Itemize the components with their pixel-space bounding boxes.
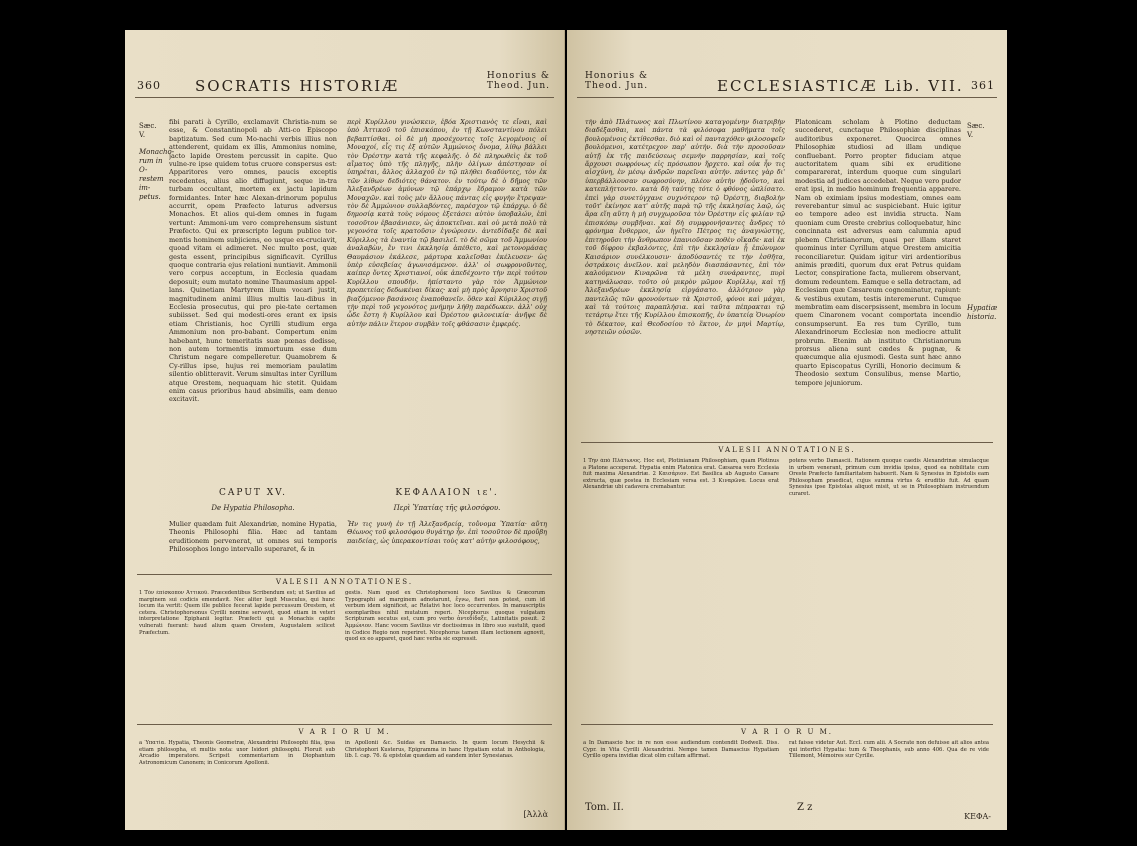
variorum-rule — [581, 724, 993, 725]
greek-body: τὴν ἀπὸ Πλάτωνος καὶ Πλωτίνου καταγομένην διατριβὴν διαδέξασθαι, καὶ πάντα τὰ φιλόσοφα μαθήματα τοῖς βουλομένοις ἐκτίθεσθαι. διὸ καὶ οἱ πανταχόθεν φιλοσοφεῖν βουλόμενοι, κατέτρεχον παρ' αὐτήν. διὰ τὴν προσοῦσαν αὐτῇ ἐκ τῆς παιδεύσεως σεμνὴν παρρησίαν, καὶ τοῖς ἄρχουσι σωφρόνως εἰς πρόσωπον ἤρχετο. καὶ οὐκ ἦν τις αἰσχύνη, ἐν μέσῳ ἀνδρῶν παρεῖναι αὐτήν. πάντες γὰρ δι' ὑπερβάλλουσαν σωφροσύνην, πλέον αὐτὴν ᾐδοῦντο, καὶ κατεπλήττοντο. κατὰ δὴ ταύτης τότε ὁ φθόνος ὡπλίσατο. ἐπεὶ γὰρ συνετύγχανε συχνότερον τῷ Ὀρέστῃ, διαβολὴν τοῦτ' ἐκίνησε κατ' αὐτῆς παρὰ τῷ τῆς ἐκκλησίας λαῷ, ὡς ἄρα εἴη αὕτη ἡ μὴ συγχωροῦσα τὸν Ὀρέστην εἰς φιλίαν τῷ ἐπισκόπῳ συμβῆναι. καὶ δὴ συμφρονήσαντες ἄνδρες τὸ φρόνημα ἔνθερμοι, ὧν ἡγεῖτο Πέτρος τις ἀναγνώστης, ἐπιτηροῦσι τὴν ἄνθρωπον ἐπανιοῦσαν ποθὲν οἴκαδε· καὶ ἐκ τοῦ δίφρου ἐκβαλόντες, ἐπὶ τὴν ἐκκλησίαν ᾗ ἐπώνυμον Καισάριον συνέλκουσιν· ἀποδύσαντές τε τὴν ἐσθῆτα, ὀστράκοις ἀνεῖλον. καὶ μεληδὸν διασπάσαντες, ἐπὶ τὸν καλούμενον Κιναρῶνα τὰ μέλη συνάραντες, πυρὶ κατηνάλωσαν. τοῦτο οὐ μικρὸν μῶμον Κυρίλλῳ, καὶ τῇ Ἀλεξανδρέων ἐκκλησίᾳ εἰργάσατο. ἀλλότριον γὰρ παντελῶς τῶν φρονούντων τὰ Χριστοῦ, φόνοι καὶ μάχαι, καὶ τὰ τούτοις παραπλήσια. καὶ ταῦτα πέπρακται τῷ τετάρτῳ ἔτει τῆς Κυρίλλου ἐπισκοπῆς, ἐν ὑπατείᾳ Ὁνωρίου τὸ δέκατον, καὶ Θεοδοσίου τὸ ἕκτον, ἐν μηνὶ Μαρτίῳ, νηστειῶν οὐσῶν. — [585, 118, 785, 337]
chapter15-latin-text: Mulier quædam fuit Alexandriæ, nomine Hypatia, Theonis Philosophi filia. Hæc ad tantam eruditionem pervenerat, ut omnes sui temporis Philosophos longo intervallo superaret, & in — [169, 520, 337, 554]
reign-header — [585, 71, 648, 91]
margin-note: Sæc. — [967, 122, 985, 130]
catchword: [Ἀλλὰ — [523, 810, 548, 819]
reign-header — [487, 71, 550, 91]
greek-body: περὶ Κυρίλλου γινώσκειν, ἐβόα Χριστιανὸς τε εἶναι, καὶ ὑπὸ Ἀττικοῦ τοῦ ἐπισκόπου, ἐν τῇ Κωνσταντίνου πόλει βεβαπτίσθαι. οἱ δὲ μὴ προσέχοντες τοῖς λεγομένοις οἱ Μοναχοί, εἷς τις ἐξ αὐτῶν Ἀμμώνιος ὄνομα, λίθῳ βάλλει τὸν Ὀρέστην κατὰ τῆς κεφαλῆς. ὁ δὲ πληρωθεὶς ἐκ τοῦ αἵματος ὑπὸ τῆς πληγῆς, πλὴν ὀλίγων ἀπέστησαν οἱ ὑπηρέται, ἄλλος ἀλλαχοῦ ἐν τῷ πλήθει διαδύντες, τὸν ἐκ τῶν λίθων δεδιότες θάνατον. ἐν τούτῳ δὲ ὁ δῆμος τῶν Ἀλεξανδρέων ἀμύνων τῷ ἐπάρχῳ ἔδραμον κατὰ τῶν Μοναχῶν. καὶ τοὺς μὲν ἄλλους πάντας εἰς φυγὴν ἔτρεψαν· τὸν δὲ Ἀμμώνιον συλλαβόντες, παρέσχον τῷ ἐπάρχῳ. ὁ δὲ δημοσίᾳ κατὰ τοὺς νόμους ἐξετάσει αὐτὸν ὑποβαλών, ἐπὶ τοσοῦτον ἐβασάνισεν, ὡς ἀποκτεῖναι. καὶ οὐ μετὰ πολὺ τὰ γεγονότα τοῖς κρατοῦσιν ἐγνώρισεν. ἀντεδίδαξε δὲ καὶ Κύριλλος τὰ ἐναντία τῷ βασιλεῖ. τὸ δὲ σῶμα τοῦ Ἀμμωνίου ἀναλαβὼν, ἔν τινι ἐκκλησίᾳ ἀπέθετο, καὶ μετονομάσας Θαυμάσιον ἐκάλεσε, μάρτυρα καλεῖσθαι ἐκέλευσεν· ὡς ὑπὲρ εὐσεβείας ἀγωνισάμενον. ἀλλ' οἱ σωφρονοῦντες, καίπερ ὄντες Χριστιανοί, οὐκ ἀπεδέχοντο τὴν περὶ τούτου Κυρίλλου σπουδήν. ἠπίσταντο γὰρ τὸν Ἀμμώνιον προπετείας δεδωκέναι δίκας· καὶ μὴ πρὸς ἄρνησιν Χριστοῦ βιαζόμενον βασάνοις ἐναποθανεῖν. ὅθεν καὶ Κύριλλος σιγῇ τὴν περὶ τοῦ γεγονότος μνήμην λήθῃ παρέδωκεν. ἀλλ' οὐχ ὧδε ἔστη ἡ Κυρίλλου καὶ Ὀρέστου φιλονεικία· ἀνῆψε δὲ αὐτὴν πάλιν ἕτερον συμβὰν τοῖς φθάσασιν ἐμφερές. — [347, 118, 547, 328]
variorum-title: V A R I O R U M. — [740, 728, 834, 736]
margin-note: restem im- — [139, 175, 164, 192]
margin-note: Sæc. — [139, 122, 157, 130]
chapter15-greek — [347, 520, 547, 566]
running-head — [567, 71, 1007, 97]
annotations-title: VALESII ANNOTATIONES. — [718, 446, 856, 454]
variorum-col-1: a Ὑπατία. Hypatia, Theonis Geometræ, Alexandrini Philosophi filia, ipsa etiam philosopha, et multis nota: uxor Isidori philosophi. Floruit sub Arcadio imperatore. Scripsit commentarium in Diophantum Astronomicum Canonem; in Conicorum Apollonii. — [139, 740, 335, 766]
annotations-col-2: potens verbo Damascii. Rationem quoque caedis Alexandrinæ simulacque in urbem venerant, primum cum invidia ipsius, quod ea nobilitate cum Oreste Præfecto familiaritatem habuerit. Nam & Synesius in Epistolis eam Philosopham praedicat, cujus summa virtus & eruditio fuit. Ad quam Synesius ipse Epistolas aliquot misit, ut se in Philosophiam instruendum curaret. — [789, 458, 989, 497]
chapter-heading-greek: ΚΕΦΑΛΑΙΟΝ ιε'. — [395, 488, 499, 498]
latin-column — [795, 118, 961, 434]
tome-signature: Tom. II. — [585, 802, 624, 813]
margin-note: V. — [967, 131, 974, 139]
header-rule — [135, 97, 554, 98]
left-page — [125, 30, 565, 830]
chapter-heading-latin: CAPUT XV. — [219, 488, 287, 498]
margin-note: rum in O- — [139, 157, 163, 174]
margin-note: Hypatiæ — [967, 304, 998, 312]
margin-notes — [139, 122, 175, 202]
greek-column — [347, 118, 547, 478]
margin-note: Monacho- — [139, 148, 175, 156]
chapter-subtitle-greek: Περὶ Ὑπατίας τῆς φιλοσόφου. — [393, 504, 501, 512]
variorum-col-2: in Apollonii &c. Suidas ex Damascio. In quem locum Hesychii & Christophori Kusterus, Epigramma in hanc Hypatiam extat in Anthologia, lib. I. cap. 76. & epistolæ quædam ad eandem inter Synesianas. — [345, 740, 545, 760]
annotation-rule — [137, 574, 552, 575]
annotations-col-1: 1 Τὴν ἀπὸ Πλάτωνος. Hoc est, Plotinianam Philosophiam, quam Plotinus a Platone acceperat. Hypatia enim Platonica erat. Cæsarea vero Ecclesia fuit maxima Alexandriæ. 2 Καισάριον. Est Basilica ab Augusto Cæsare extructa, quæ postea in Ecclesiam versa est. 3 Κιναρῶνα. Locus erat Alexandriæ ubi cadavera cremabantur. — [583, 458, 779, 491]
running-head — [125, 71, 564, 97]
margin-note: petus. — [139, 193, 161, 201]
reign-line: Theod. Jun. — [486, 81, 550, 91]
variorum-col-2: rat faisse videtur Aut. Eccl. cum alii. A Socrate non defuisse ait alios antea qui interfici Hypatia: tum & Theophanis, sub anno 406. Qua de re vide Tillemont, Mémoires sur Cyrille. — [789, 740, 989, 760]
signature-mark: Z z — [797, 802, 813, 813]
annotations-col-1: 1 Τὸν ἐπίσκοπον Ἀττικοῦ. Præcedentibus Scribendum est; ut Savilius ad marginem sui codicis emendavit. Nec aliter legit Musculus, qui hunc locum ita vertit: Quem ille publice fecerat lapide percussum Orestem, et cetera. Christophorsonus Cyrilli nomine servavit, quod etiam in veteri interpretatione Epiphanii legitur. Præfecti qui a Monachis capite vulnerati fuerant: haud alium quam Orestem, Augustalem scilicet Præfectum. — [139, 590, 335, 636]
latin-column — [169, 118, 337, 478]
latin-body: fibi parati à Cyrillo, exclamavit Christia-num se esse, & Constantinopoli ab Atti-co Episcopo baptizatum. Sed cum Mo-nachi verbis illius non attenderent, quidam ex illis, Ammonius nomine, jacto lapide Orestem percussit in capite. Quo vulne-re ipse quidem totus cruore conspersus est: Apparitores vero omnes, paucis exceptis recedentes, alius alio diffugiunt, seque in-tra turbam occultant, mortem ex jactu lapidum formidantes. Inter hæc Alexan-drinorum populus accurrit, opem Præfecto laturus adversus Monachos. Et alios qui-dem omnes in fugam vertunt: Ammoni-um vero comprehensum sistunt Præfecto. Qui ex præscripto legum publice tor-mentis hominem subjiciens, eo usque ex-cruciavit, quoad vitam ei adimeret. Nec multo post, quæ gesta essent, principibus significavit. Cyrillus quoque contraria ejus relationi nuntiavit. Ammonii vero corpus acceptum, in Ecclesia quadam deposuit; eum mutato nomine Thaumasium appel-lans. Quinetiam Martyrem illum vocari justit, magnitudinem animi illius multis lau-dibus in Ecclesia prosecutus, qui pro pie-tate certamen subiisset. Sed qui modesti-ores erant ex ipsis etiam Christianis, hoc Cyrilli studium erga Ammonium non pro-babant. Compertum enim habebant, hunc temeritatis suæ pœnas dedisse, non autem tormentis immortuum esse dum Christum negare compelleretur. Quamobrem & Cy-rillus ipse, hujus rei memoriam paulatim silentio oblitteravit. Verum simultas inter Cyrillum atque Orestem, nequaquam hic stetit. Quidam enim casus prioribus haud absimilis, eam denuo excitavit. — [169, 118, 337, 404]
chapter15-greek-text: Ἦν τις γυνὴ ἐν τῇ Ἀλεξανδρείᾳ, τοὔνομα Ὑπατία· αὕτη Θέωνος τοῦ φιλοσόφου θυγάτηρ ἦν. ἐπὶ τοσοῦτον δὲ προὔβη παιδείας, ὡς ὑπερακοντίσαι τοὺς κατ' αὐτὴν φιλοσόφους, — [347, 520, 547, 545]
margin-note: V. — [139, 131, 146, 139]
reign-line: Honorius & — [486, 71, 550, 81]
chapter-subtitle-latin: De Hypatia Philosopha. — [211, 504, 295, 512]
annotations-col-2: gestis. Nam quod ex Christophorsoni loco Savilius & Græcorum Typographi ad marginem adnotarunt, ἔγνω, fieri non potest, cum id verbum idem significet, ac Relativi hoc loco occurrentes. In manuscriptis exemplaribus nihil mutatum reperi. Nicephorus quoque vulgatam Scripturam secutus est, cum pro verbo ἀντεδίδαξε, Latinitatis posuit. 2 Ἀμμώνιον. Hanc vocem Savilius vir doctissimus in libro suo sustulit, quod in Codice Regio non reperiret. Nicephorus tamen illam lectionem agnovit, quod ex eo apparet, quod hæc verba sic expressit. — [345, 590, 545, 643]
margin-note: historia. — [967, 313, 997, 321]
variorum-rule — [137, 724, 552, 725]
page-title: SOCRATIS HISTORIÆ — [195, 77, 400, 95]
page-number: 360 — [137, 79, 161, 92]
page-title: ECCLESIASTICÆ Lib. VII. — [717, 77, 964, 95]
latin-body: Platonicam scholam à Plotino deductam succederet, cunctaque Philosophiæ disciplinas auditoribus exponeret. Quocirca omnes Philosophiæ studiosi ad illam undique confluebant. Porro propter fiduciam atque auctoritatem quam sibi ex eruditione compararerat, interdum quoque cum singulari modestia ad judices accedebat. Neque vero pudor erat ipsi, in medio hominum frequentia apparere. Nam ob eximiam ipsius modestiam, omnes eam reverebantur simul ac suspiciebant. Huic igitur eo tempore adeo est invidia structa. Nam quoniam cum Oreste crebrius colloquebatur, hinc concinnata est adversus eam calumnia apud plebem Christianorum, quasi per illam staret quominus inter Cyrillum atque Orestem amicitia reconciliaretur. Quidam igitur viri ardentioribus animis præditi, quorum dux erat Petrus quidam Lector, conspiratione facta, mulierem observant, domum redeuntem. Eamque e sella detractam, ad Ecclesiam quæ Cæsareum cognominatur, rapiunt: & vestibus exutam, testis interemerunt. Cumque membratim eam discerpsissent, membra in locum quem Cinaronem vocant comportata incendio consumpserunt. Ea res tum Cyrillo, tum Alexandrinorum Ecclesiæ non mediocre attulit probrum. Etenim ab instituto Christianorum prorsus aliena sunt cædes & pugnæ, & quæcumque alia ejusmodi. Gesta sunt hæc anno quarto Episcopatus Cyrilli, Honorio decimum & Theodosio sextum Consulibus, mense Martio, tempore jejuniorum. — [795, 118, 961, 387]
annotation-rule — [581, 442, 993, 443]
page-number: 361 — [971, 79, 995, 92]
margin-notes — [967, 122, 1003, 322]
reign-line: Honorius & — [585, 71, 648, 81]
variorum-title: V A R I O R U M. — [298, 728, 391, 736]
greek-column — [585, 118, 785, 434]
variorum-col-1: a In Damascio hoc in re non esse audiendum contendit Dodwell. Diss. Cypr. in Vita Cyrilli Alexandrini. Nempe tamen Damascius Hypatiam Cyrillo opera invidiæ dicat olim cultam affirmat. — [583, 740, 779, 760]
reign-line: Theod. Jun. — [585, 81, 649, 91]
right-page — [567, 30, 1007, 830]
annotations-title: VALESII ANNOTATIONES. — [275, 578, 414, 586]
chapter15-latin — [169, 520, 337, 566]
header-rule — [577, 97, 997, 98]
catchword: ΚΕΦΑ- — [964, 812, 991, 821]
